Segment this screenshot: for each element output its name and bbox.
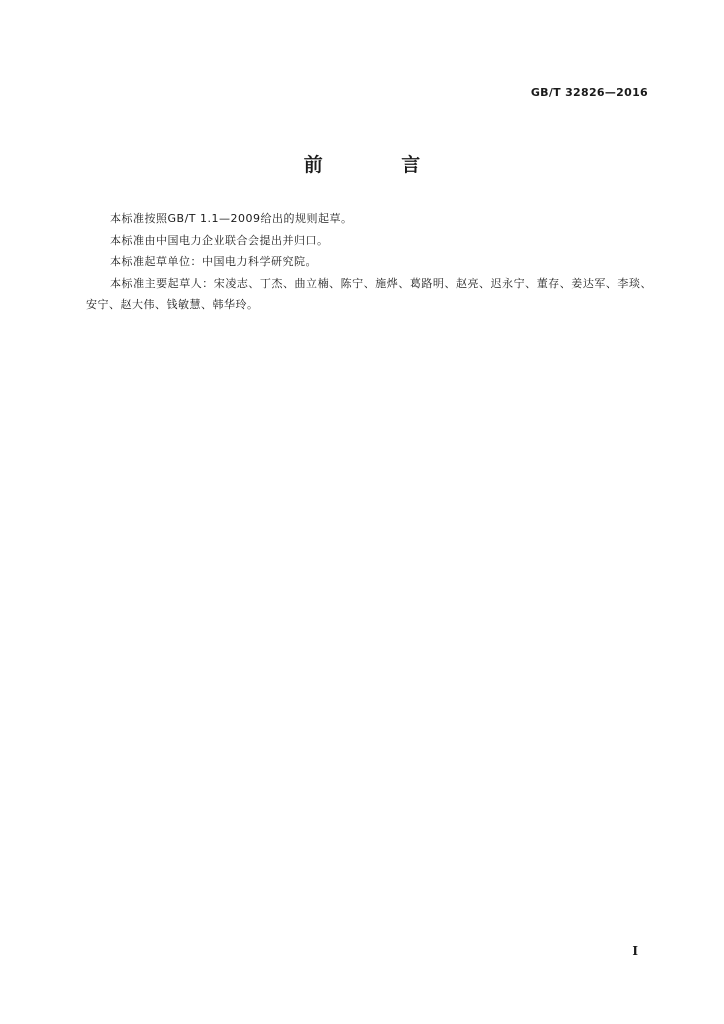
standard-code: GB/T 32826—2016: [530, 86, 648, 99]
paragraph-proposer: 本标准由中国电力企业联合会提出并归口。: [110, 233, 329, 247]
foreword-body: [86, 208, 652, 316]
page-number: Ⅰ: [632, 944, 638, 958]
page-title: 前 言: [303, 154, 457, 176]
paragraph-drafting-unit: 本标准起草单位：中国电力科学研究院。: [110, 255, 317, 268]
paragraph-drafting-rules: 本标准按照GB/T 1.1—2009给出的规则起草。: [110, 212, 353, 225]
paragraph-drafters: 本标准主要起草人：宋凌志、丁杰、曲立楠、陈宁、施烨、葛路明、赵亮、迟永宁、董存、姜达军、李琰、安宁、赵大伟、钱敏慧、韩华玲。: [86, 276, 652, 311]
